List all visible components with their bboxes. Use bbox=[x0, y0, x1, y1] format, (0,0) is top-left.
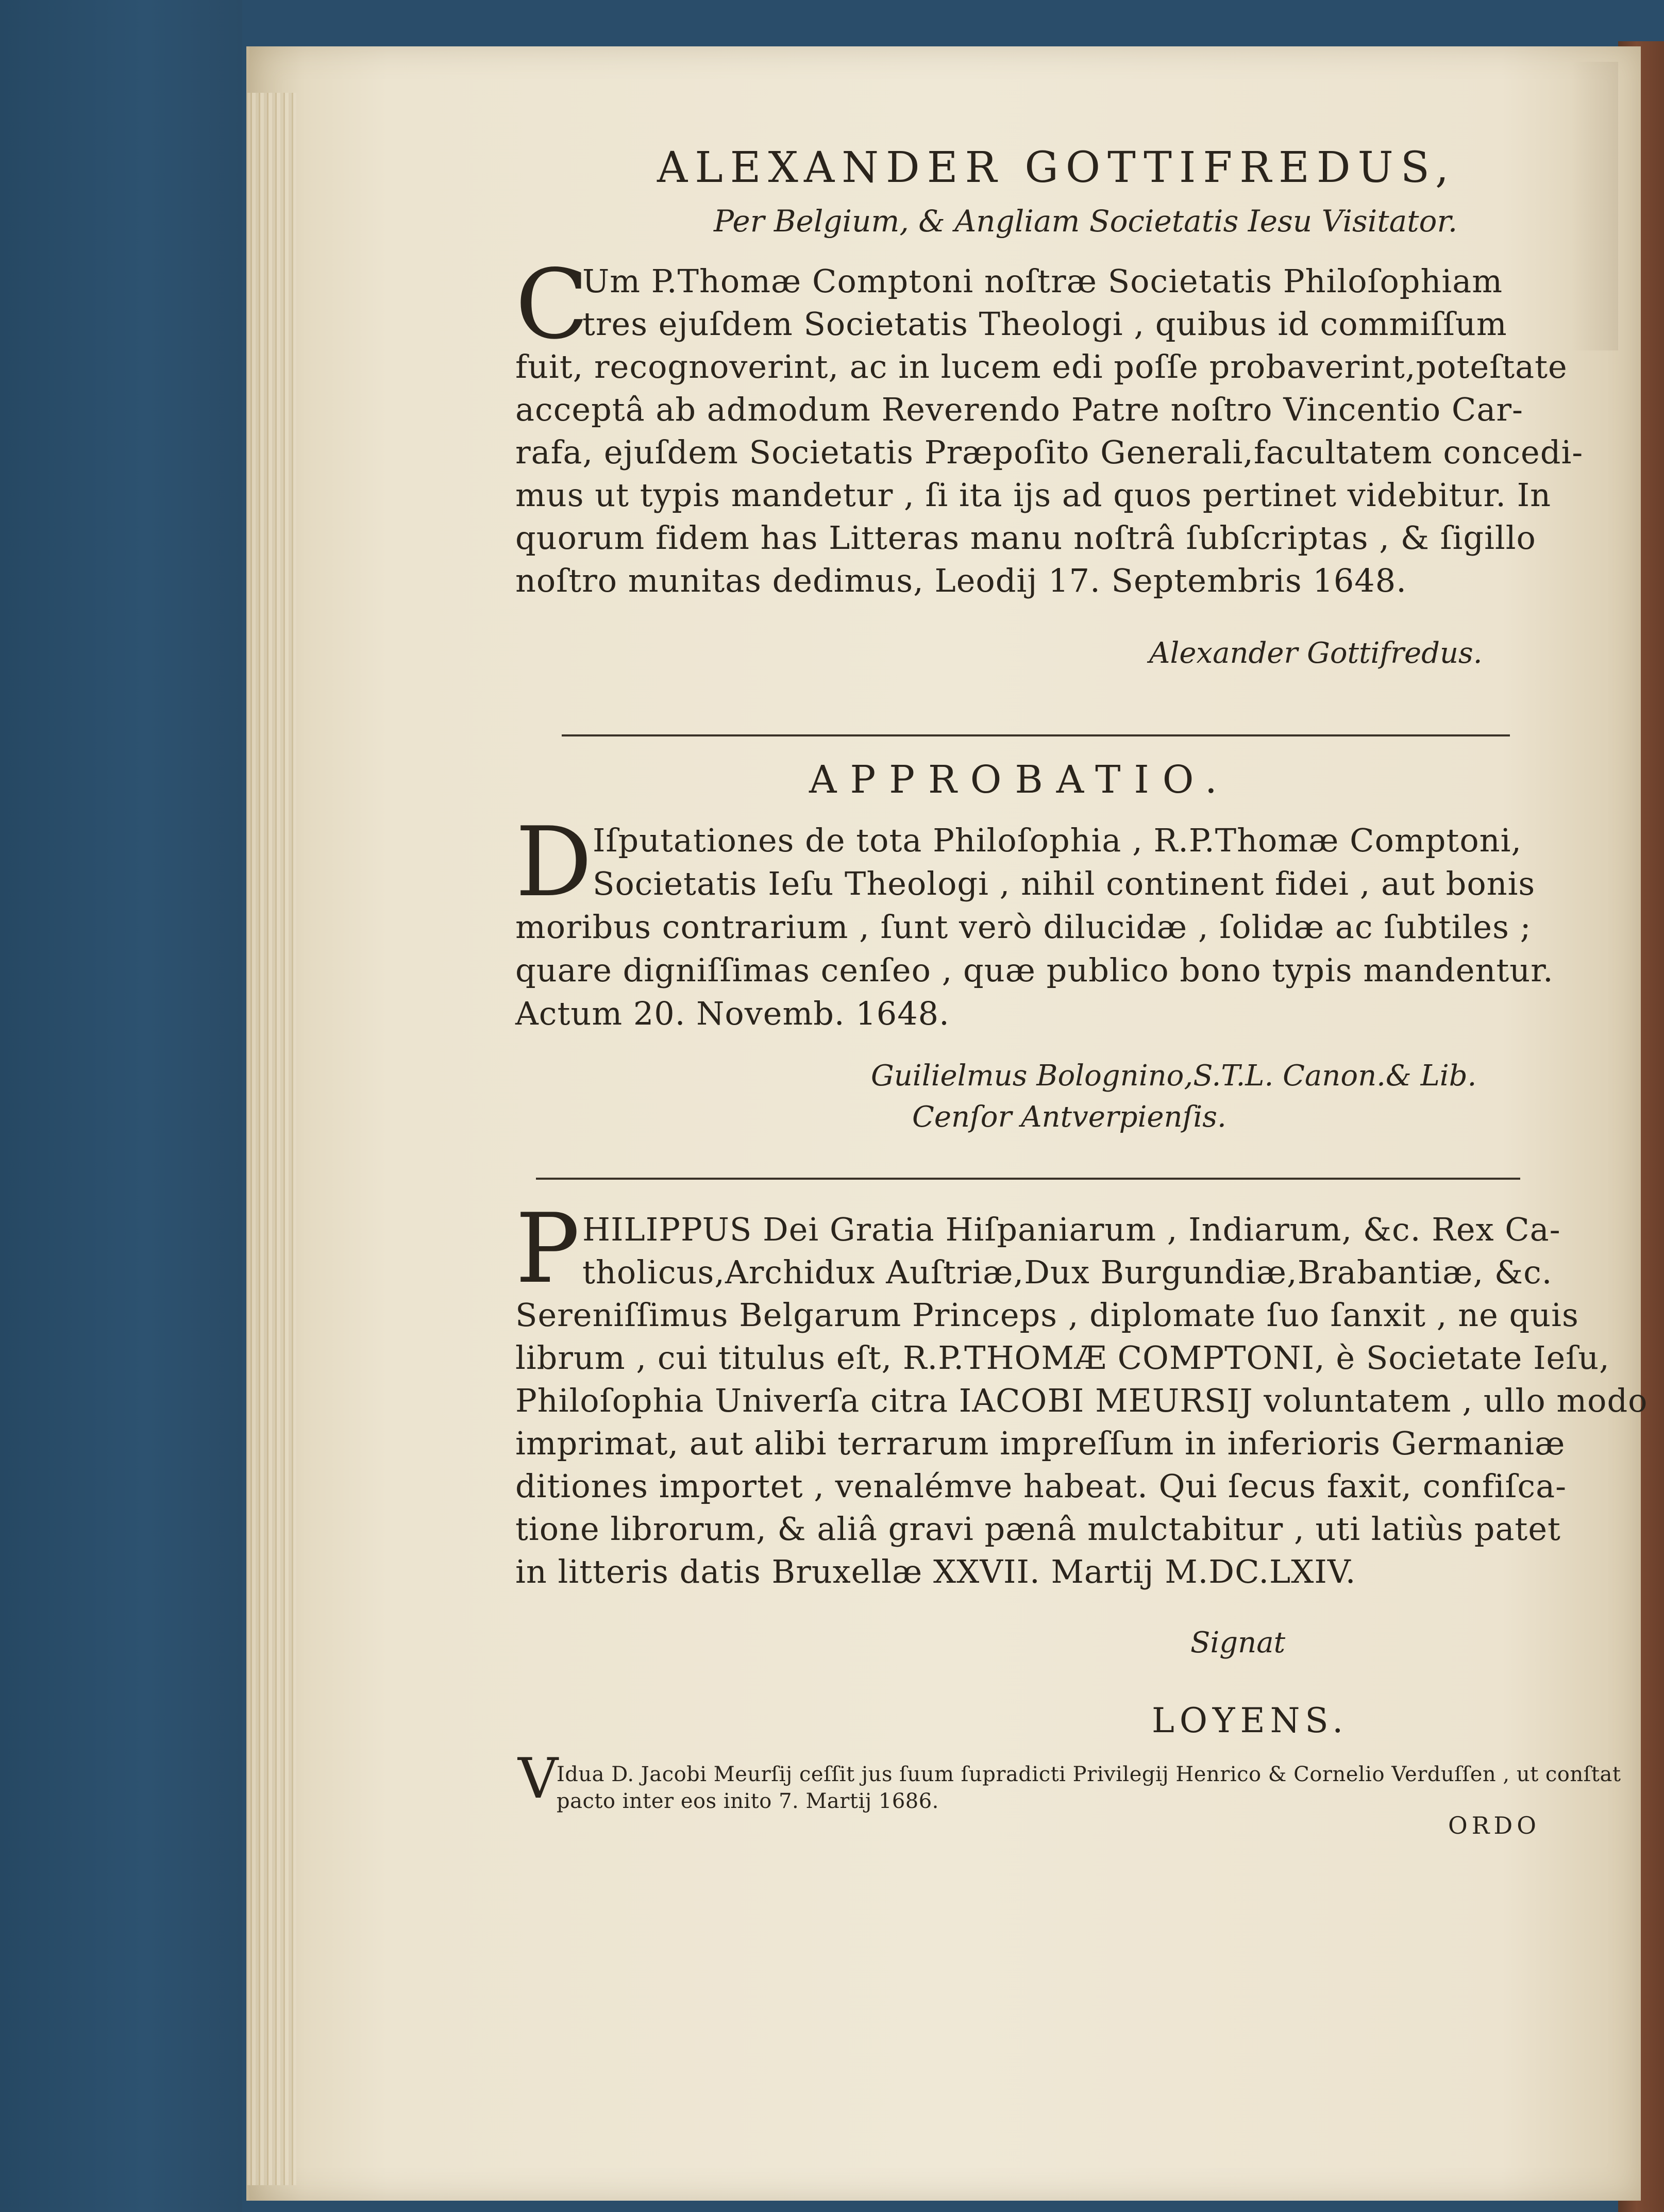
transfer-note-line-1: Idua D. Jacobi Meurſij ceſſit jus ſuum ſupradicti Privilegij Henrico & Cornelio Verduſſen , ut conſtat bbox=[557, 1763, 1621, 1786]
approbatio-signature-2: Cenſor Antverpienſis. bbox=[912, 1100, 1226, 1134]
page-heading: ALEXANDER GOTTIFREDUS, bbox=[657, 143, 1456, 192]
page-subheading: Per Belgium, & Angliam Societatis Iesu Visitator. bbox=[714, 204, 1458, 239]
dropcap-v: V bbox=[518, 1747, 558, 1811]
permission-line-8: noſtro munitas dedimus, Leodij 17. Septembris 1648. bbox=[515, 562, 1407, 599]
permission-line-6: mus ut typis mandetur , ſi ita ijs ad quos pertinet videbitur. In bbox=[515, 476, 1552, 514]
page-edges bbox=[247, 93, 296, 2185]
approbatio-line-2: Societatis Ieſu Theologi , nihil continent fidei , aut bonis bbox=[593, 865, 1536, 902]
catchword: ORDO bbox=[1448, 1812, 1540, 1839]
background-left bbox=[0, 0, 242, 2212]
dropcap-p: P bbox=[515, 1193, 580, 1304]
permission-line-1: Um P.Thomæ Comptoni noſtræ Societatis Philoſophiam bbox=[582, 262, 1503, 300]
privilege-line-6: imprimat, aut alibi terrarum impreſſum in inferioris Germaniæ bbox=[515, 1425, 1566, 1462]
divider-rule bbox=[536, 1178, 1520, 1180]
permission-line-7: quorum fidem has Litteras manu noſtrâ ſubſcriptas , & ſigillo bbox=[515, 519, 1536, 557]
dropcap-d: D bbox=[515, 806, 593, 918]
approbatio-line-4: quare digniſſimas cenſeo , quæ publico bono typis mandentur. bbox=[515, 951, 1554, 989]
show-through bbox=[1572, 62, 1618, 350]
dropcap-c: C bbox=[515, 248, 589, 360]
divider-rule bbox=[562, 734, 1510, 736]
privilege-line-8: tione librorum, & aliâ gravi pænâ mulctabitur , uti latiùs patet bbox=[515, 1510, 1561, 1548]
approbatio-signature-1: Guilielmus Bolognino,S.T.L. Canon.& Lib. bbox=[871, 1059, 1477, 1093]
privilege-line-2: tholicus,Archidux Auſtriæ,Dux Burgundiæ,Brabantiæ, &c. bbox=[582, 1253, 1553, 1291]
signat-label: Signat bbox=[1190, 1626, 1286, 1660]
permission-line-3: fuit, recognoverint, ac in lucem edi poſſe probaverint,poteſtate bbox=[515, 348, 1568, 386]
privilege-line-7: ditiones importet , venalémve habeat. Qui ſecus faxit, confiſca- bbox=[515, 1467, 1567, 1505]
privilege-line-3: Sereniſſimus Belgarum Princeps , diplomate ſuo ſanxit , ne quis bbox=[515, 1296, 1579, 1334]
transfer-note-line-2: pacto inter eos inito 7. Martij 1686. bbox=[557, 1789, 939, 1813]
privilege-line-5: Philoſophia Univerſa citra IACOBI MEURSIJ voluntatem , ullo modo bbox=[515, 1382, 1648, 1419]
permission-line-4: acceptâ ab admodum Reverendo Patre noſtro Vincentio Car- bbox=[515, 391, 1523, 428]
approbatio-line-1: Iſputationes de tota Philoſophia , R.P.Thomæ Comptoni, bbox=[593, 822, 1522, 859]
approbatio-line-3: moribus contrarium , ſunt verò dilucidæ , ſolidæ ac ſubtiles ; bbox=[515, 908, 1532, 946]
approbatio-heading: APPROBATIO. bbox=[809, 758, 1231, 802]
permission-line-5: rafa, ejuſdem Societatis Præpoſito Generali,facultatem concedi- bbox=[515, 433, 1584, 471]
signer-name: LOYENS. bbox=[1152, 1701, 1349, 1740]
privilege-line-4: librum , cui titulus eſt, R.P.THOMÆ COMPTONI, è Societate Ieſu, bbox=[515, 1339, 1610, 1377]
permission-line-2: tres ejuſdem Societatis Theologi , quibus id commiſſum bbox=[582, 305, 1507, 343]
privilege-line-9: in litteris datis Bruxellæ XXVII. Martij M.DC.LXIV. bbox=[515, 1553, 1356, 1590]
privilege-line-1: HILIPPUS Dei Gratia Hiſpaniarum , Indiarum, &c. Rex Ca- bbox=[582, 1211, 1561, 1248]
permission-signature: Alexander Gottifredus. bbox=[1149, 636, 1483, 670]
approbatio-line-5: Actum 20. Novemb. 1648. bbox=[515, 995, 950, 1032]
